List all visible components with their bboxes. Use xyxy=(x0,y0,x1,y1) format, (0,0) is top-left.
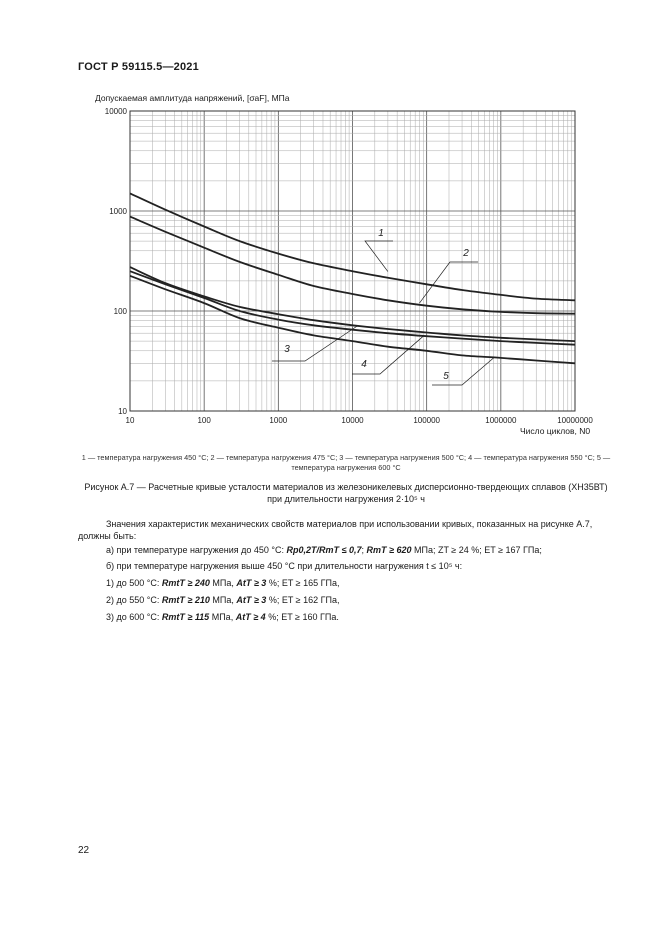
x-tick-label: 10000000 xyxy=(557,416,593,425)
chart-grid xyxy=(130,111,575,411)
y-tick-label: 100 xyxy=(113,307,127,316)
figure-caption: Рисунок А.7 — Расчетные кривые усталости материалов из железоникелевых дисперсионно-твердеющих сплавов (ХН35ВТ) при длительности нагружения 2·10⁵ ч xyxy=(84,482,608,504)
chart-legend: 1 — температура нагружения 450 °С; 2 — температура нагружения 475 °С; 3 — температура нагружения 500 °С; 4 — температура нагружения 550 °С; 5 — температура нагружения 600 °С xyxy=(81,453,611,472)
item-1: 1) до 500 °С: RmtT ≥ 240 МПа, AtT ≥ 3 %; ET ≥ 165 ГПа, xyxy=(106,578,340,588)
x-tick-label: 100 xyxy=(197,416,211,425)
curve-leader-1 xyxy=(365,241,393,272)
document-header: ГОСТ Р 59115.5—2021 xyxy=(78,61,199,73)
curve-label-3: 3 xyxy=(284,344,290,355)
intro-paragraph: Значения характеристик механических свойств материалов при использовании кривых, показанных на рисунке А.7, должны быть: xyxy=(78,519,593,541)
curve-label-4: 4 xyxy=(361,359,367,370)
x-tick-label: 1000 xyxy=(269,416,288,425)
curve-leader-2 xyxy=(419,262,478,303)
curve-labels xyxy=(272,228,494,385)
item-b: б) при температуре нагружения выше 450 °С при длительности нагружения t ≤ 10⁵ ч: xyxy=(106,561,463,571)
curve-label-1: 1 xyxy=(378,228,384,239)
page-number: 22 xyxy=(78,845,90,856)
item-a: а) при температуре нагружения до 450 °С: Rp0,2T/RmT ≤ 0,7; RmT ≥ 620 МПа; ZT ≥ 24 %; ET ≥ 167 ГПа; xyxy=(106,545,542,555)
x-tick-label: 10 xyxy=(125,416,135,425)
y-tick-label: 1000 xyxy=(109,207,127,216)
y-tick-label: 10 xyxy=(118,407,127,416)
y-axis-label: Допускаемая амплитуда напряжений, [σaF], МПа xyxy=(95,93,290,103)
curve-label-2: 2 xyxy=(463,248,469,259)
x-tick-label: 100000 xyxy=(413,416,441,425)
item-3: 3) до 600 °С: RmtT ≥ 115 МПа, AtT ≥ 4 %; ET ≥ 160 ГПа. xyxy=(106,612,339,622)
x-axis-label: Число циклов, N0 xyxy=(520,426,591,436)
item-2: 2) до 550 °С: RmtT ≥ 210 МПа, AtT ≥ 3 %; ET ≥ 162 ГПа, xyxy=(106,595,340,605)
x-tick-label: 10000 xyxy=(341,416,364,425)
y-tick-label: 10000 xyxy=(104,107,127,116)
curve-label-5: 5 xyxy=(443,371,449,382)
x-tick-label: 1000000 xyxy=(485,416,517,425)
